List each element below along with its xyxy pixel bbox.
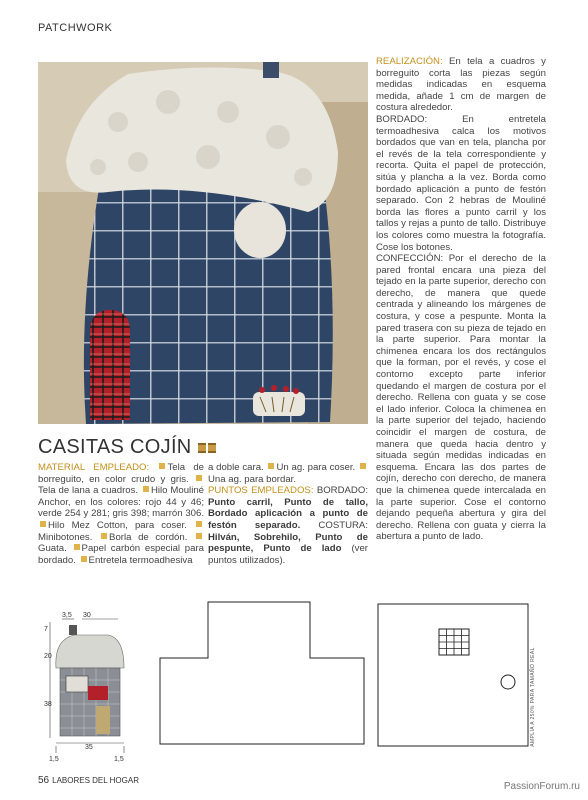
confeccion-heading: CONFECCIÓN: (376, 253, 444, 265)
material-item: Borla de cordón. (109, 531, 188, 543)
dim-7: 7 (44, 626, 48, 633)
dim-top-width: 30 (83, 612, 91, 619)
stitches-note: (ver puntos utilizados). (208, 543, 368, 566)
dim-20: 20 (44, 653, 52, 660)
dim-chimney: 3,5 (62, 612, 72, 619)
stitches-column (208, 462, 368, 566)
scale-note (529, 638, 547, 758)
material-item: Guata. (38, 543, 67, 555)
material-item: Hilo Mez Cotton, para coser. (48, 519, 187, 531)
material-item: Una ag. para bordar. (208, 473, 297, 485)
material-item: Entretela termoadhesiva (88, 554, 193, 566)
material-item: Un ag. para coser. (276, 462, 356, 473)
realizacion-text: En tela a cuadros y borreguito corta las piezas según medidas indicadas en esquema medida, añade 1 cm de margen de costura alrededor. (376, 56, 546, 114)
material-item: Tela de borreguito, en color crudo y gris. (38, 462, 204, 485)
material-item: Hilo Mouliné Anchor, en los colores: rojo 44 y 46; verde 254 y 281; gris 398; marrón 306. (38, 485, 204, 520)
footer (38, 775, 139, 786)
page-title: CASITAS COJÍN (38, 436, 192, 458)
spool-icon (198, 443, 206, 453)
back-wall-pattern (376, 602, 536, 750)
bordado-heading: BORDADO: (376, 113, 428, 125)
stitches-heading: PUNTOS EMPLEADOS: (208, 485, 314, 497)
watermark: PassionForum.ru (503, 781, 580, 792)
page-number: 56 (38, 775, 50, 786)
material-item: Minibotones. (38, 531, 93, 543)
costura-label: COSTURA: (318, 519, 368, 531)
front-wall-pattern (158, 600, 368, 748)
section-label: PATCHWORK (38, 22, 113, 34)
instructions-column (376, 56, 546, 543)
magazine-name: LABORES DEL HOGAR (52, 776, 139, 785)
bordado-stitches: Punto carril, Punto de tallo, Bordado aplicación a punto de festón separado. (208, 496, 368, 531)
spool-icons (198, 443, 216, 453)
cushion-photo (38, 62, 368, 424)
bordado-text: En entretela termoadhesiva calca los motivos bordados que van en tela, plancha por el revés de la tela correspondiente y recorta. Quita el papel de protección, sitúa y plancha a la vez. Borda como bordado aplicación a punto de festón separado. Con 2 hebras de Mouliné borda las flores a punto carril y los tallos y rejas a punto de tallo. Distribuye los colores como muestra la fotografía. Cose los botones. (376, 113, 546, 253)
material-continuation: a doble cara. (208, 462, 264, 473)
scale-note-text: AMPLIA A 250% PARA TAMAÑO REAL (529, 647, 536, 747)
confeccion-text: Por el derecho de la pared frontal encara una pieza del tejado en la parte superior, derecho con derecho, de manera que quede centrada y alineando los márgenes de costura, y cose a pespunte. Monta la pared trasera con su pieza de tejado en la parte superior. Para montar la chimenea encara los dos rectángulos que la forman, por el revés, y cose el contorno excepto parte inferior quedando el margen de costura por el derecho. Rellena con guata y se cose el lado inferior. Coloca la chimenea en la parte superior del tejado, haciendo coincidir el margen de costura, de manera que queda hacia dentro y situada según medidas indicadas en esquema. Encara las dos partes de cojín, derecho con derecho, de manera que la chimenea quede intercalada en la parte superior. Cose el contorno dejando pequeña abertura y gira del derecho. Rellena con guata y cierra la abertura a punto de lado. (376, 253, 546, 543)
title-row (38, 436, 216, 459)
materials-column (38, 462, 204, 566)
realizacion-heading: REALIZACIÓN: (376, 56, 443, 67)
material-item: Tela de lana a cuadros. (38, 485, 139, 497)
dim-bottom-left: 1,5 (49, 756, 59, 763)
material-heading: MATERIAL EMPLEADO: (38, 462, 150, 473)
costura-stitches: Hilván, Sobrehilo, Punto de pespunte, Punto de lado (208, 531, 368, 555)
dim-38: 38 (44, 701, 52, 708)
house-dimension-diagram (30, 608, 150, 768)
dim-bottom-right: 1,5 (114, 756, 124, 763)
dim-35: 35 (85, 744, 93, 751)
bordado-label: BORDADO: (316, 485, 368, 497)
material-item: Papel carbón especial para bordado. (38, 543, 204, 566)
spool-icon (208, 443, 216, 453)
